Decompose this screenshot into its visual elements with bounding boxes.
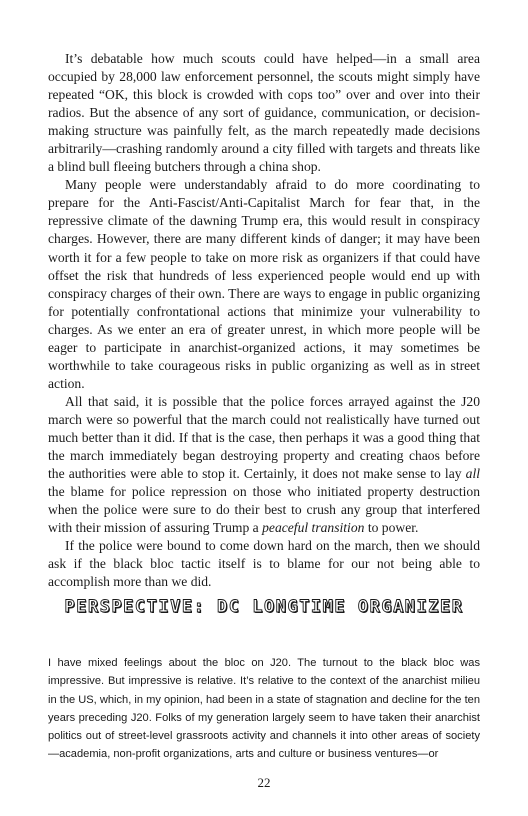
section-heading: PERSPECTIVE: DC LONGTIME ORGANIZER [64,597,464,617]
perspective-text [48,654,480,764]
emphasis-peaceful-transition: peaceful transition [262,520,365,536]
page-number: 22 [257,775,271,790]
paragraph-part: the blame for police repression on those who initiated property destruction when the police were sure to do their best to crush any group that interfered with their mission of assuring Trump a [48,484,480,536]
body-text [48,50,480,591]
paragraph-part: All that said, it is possible that the police forces arrayed against the J20 march were so powerful that the march could not realistically have turned out much better than it did. If that is the case, then perhaps it was a good thing that the march immediately began destroying property and creating chaos before the authorities were able to stop it. Certainly, it does not make sense to lay [48,393,480,482]
paragraph-black-bloc-tactic: If the police were bound to come down hard on the march, then we should ask if the black bloc tactic itself is to blame for our not being able to accomplish more than we did. [48,538,480,590]
paragraph-scouts: It’s debatable how much scouts could have helped—in a small area occupied by 28,000 law enforcement personnel, the scouts might simply have repeated “OK, this block is crowded with cops too” over and over into their radios. But the absence of any sort of guidance, communication, or decision-making structure was painfully felt, as the march repeatedly made decisions arbitrarily—crashing randomly around a city filled with targets and threats like a blind bull fleeing butchers through a china shop. [48,51,480,175]
paragraph-part: to power. [364,520,419,536]
paragraph-police-forces [48,393,480,537]
paragraph-coordinating: Many people were understandably afraid to do more coordinating to prepare for the Anti-Fascist/Anti-Capitalist March for fear that, in the repressive climate of the dawning Trump era, this would result in conspiracy charges. However, there are many different kinds of danger; it may have been worth it for a few people to take on more risk as organizers if that could have offset the risk that hundreds of less experienced people would end up with conspiracy charges of their own. There are ways to engage in public organizing for potentially confrontational actions that minimize your vulnerability to charges. As we enter an era of greater unrest, in which more people will be eager to participate in anarchist-organized actions, it may sometimes be worthwhile to take courageous risks in public organizing as well as in street action. [48,177,480,391]
emphasis-all: all [465,466,480,482]
perspective-paragraph: I have mixed feelings about the bloc on J20. The turnout to the black bloc was impressive. But impressive is relative. It’s relative to the context of the anarchist milieu in the US, which, in my opinion, had been in a state of stagnation and decline for the ten years preceding J20. Folks of my generation largely seem to have taken their anarchist politics out of street-level grassroots activity and channels it into other areas of society—academia, non-profit organizations, arts and culture or business ventures—or [48,657,480,761]
